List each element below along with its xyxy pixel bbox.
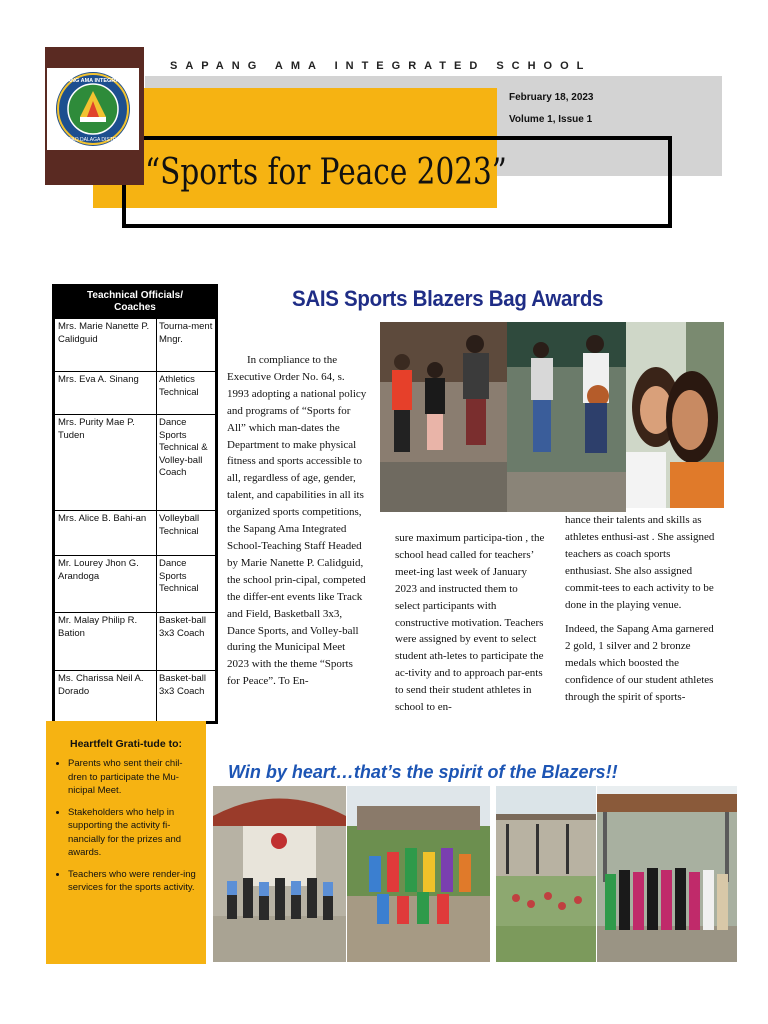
gratitude-title: Heartfelt Grati-tude to:	[69, 738, 182, 750]
official-name: Mrs. Alice B. Bahi-an	[55, 511, 157, 555]
article-headline: SAIS Sports Blazers Bag Awards	[292, 286, 604, 311]
photo-field-event	[496, 786, 596, 962]
table-row	[55, 612, 215, 670]
table-row	[55, 670, 215, 721]
official-name: Mrs. Eva A. Sinang	[55, 372, 157, 414]
official-role: Athletics Technical	[159, 374, 199, 398]
official-role: Basket-ball 3x3 Coach	[159, 615, 206, 639]
official-name: Mr. Lourey Jhon G. Arandoga	[55, 556, 157, 612]
official-role: Tourna-ment Mngr.	[159, 321, 213, 345]
officials-heading: Teachnical Officials/ Coaches	[55, 287, 215, 318]
issue-date: February 18, 2023	[509, 92, 594, 103]
photo-award-pair	[507, 322, 626, 512]
official-name: Mr. Malay Philip R. Bation	[55, 613, 157, 670]
list-item: • Parents who sent their chil-dren to participate the Mu-nicipal Meet.	[68, 757, 198, 798]
issue-volume: Volume 1, Issue 1	[509, 114, 593, 125]
table-row	[55, 555, 215, 612]
photo-selfie	[626, 322, 724, 508]
svg-text:DAPAO DALAGA DISTRICT: DAPAO DALAGA DISTRICT	[61, 137, 125, 143]
table-row	[55, 510, 215, 555]
official-role: Basket-ball 3x3 Coach	[159, 673, 206, 697]
article-column-3	[565, 512, 717, 714]
table-row	[55, 318, 215, 371]
official-role: Volleyball Technical	[159, 513, 200, 537]
article-column-2: sure maximum participa-tion , the school head called for teachers’ meet-ing last week of January 2023 and instructed them to select participants with constructive motivation. Teachers were assigned by event to select student ath-letes to participate the ac-tivity and to approach par-ents to send their student athletes in school to en-	[395, 532, 545, 714]
officials-table	[52, 284, 218, 724]
photo-caption: Win by heart…that’s the spirit of the Blazers!!	[228, 762, 618, 782]
school-seal-icon	[50, 69, 136, 149]
official-role: Dance Sports Technical & Volley-ball Coach	[159, 417, 208, 478]
school-logo	[47, 68, 139, 150]
paragraph: hance their talents and skills as athletes enthusi-ast . She assigned teachers as coach sports enthusiast. She also assigned commit-tees to each activity to be done in the playing venue.	[565, 514, 715, 611]
gratitude-list	[46, 757, 206, 895]
table-row	[55, 414, 215, 510]
official-name: Mrs. Purity Mae P. Tuden	[55, 415, 157, 510]
photo-team-court	[213, 786, 346, 962]
list-item: • Teachers who were render-ing services for the sports activity.	[68, 868, 198, 895]
photo-award-group	[380, 322, 507, 512]
paragraph: Indeed, the Sapang Ama garnered 2 gold, 1 silver and 2 bronze medals which boosted the confidence of our student athletes through the spirit of sports-	[565, 623, 714, 704]
photo-team-field	[347, 786, 490, 962]
official-name: Mrs. Marie Nanette P. Calidguid	[55, 319, 157, 371]
official-role: Dance Sports Technical	[159, 558, 199, 594]
official-name: Ms. Charissa Neil A. Dorado	[55, 671, 157, 721]
table-row	[55, 371, 215, 414]
photo-volleyball-team	[597, 786, 737, 962]
school-name: SAPANG AMA INTEGRATED SCHOOL	[170, 60, 592, 72]
svg-text:SAPANG AMA INTEGRATED: SAPANG AMA INTEGRATED	[56, 78, 130, 84]
article-column-1: In compliance to the Executive Order No. 64, s. 1993 adopting a national policy and programs of “Sports for All” which man-dates the Department to make physical fitness and sports accessible to all, regardless of age, gender, talent, and capabilities in all its organized sports competitions, the Sapang Ama Integrated School-Teaching Staff Headed by Marie Nanette P. Calidguid, the school prin-cipal, competed the differ-ent events like Track and Field, Basketball 3x3, Dance Sports, and Volley-ball during the Municipal Meet 2023 with the theme “Sports for Peace”. To En-	[227, 354, 367, 688]
gratitude-box	[46, 721, 206, 964]
list-item: • Stakeholders who help in supporting the activity fi-nancially for the prizes and awards.	[68, 806, 198, 860]
newsletter-title: “Sports for Peace 2023”	[145, 152, 507, 193]
